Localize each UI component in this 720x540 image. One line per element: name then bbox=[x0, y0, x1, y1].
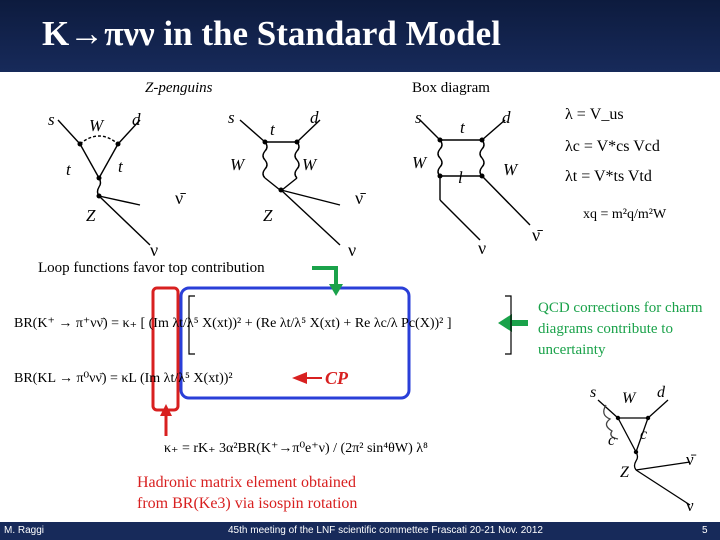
charm-c2: c bbox=[640, 426, 648, 443]
hadronic-note-1: Hadronic matrix element obtained bbox=[137, 474, 357, 491]
charm-s: s bbox=[590, 384, 597, 401]
charm-nubar: ν̄ bbox=[686, 450, 694, 469]
br-charged-formula: BR(K⁺ → π⁺νν̄) = κ₊ [ (Im λt/λ⁵ X(xt))² + (Re λt/λ⁵ X(xt) + Re λc/λ Pc(X))² ] bbox=[14, 316, 452, 331]
charm-Z: Z bbox=[620, 464, 629, 481]
slide-title: K→πνν in the Standard Model bbox=[42, 14, 501, 53]
br-neutral-formula: BR(KL → π⁰νν̄) = κL (Im λt/λ⁵ X(xt))² bbox=[14, 371, 233, 386]
p2-W2: W bbox=[302, 155, 317, 174]
p1-t1: t bbox=[66, 160, 71, 179]
box-nubar: ν̄ bbox=[532, 225, 541, 245]
p2-W1: W bbox=[230, 155, 245, 174]
qcd-note: QCD corrections for charm diagrams contribute to uncertainty bbox=[538, 300, 703, 358]
hadronic-note-2: from BR(Ke3) via isospin rotation bbox=[137, 495, 358, 512]
xq-def: xq = m²q/m²W bbox=[583, 207, 667, 222]
p1-nu: ν bbox=[150, 240, 159, 260]
penguin-diagram-2 bbox=[240, 120, 340, 245]
lambda-c-def: λc = V*cs Vcd bbox=[565, 138, 660, 155]
box-W2: W bbox=[503, 160, 518, 179]
p2-t: t bbox=[270, 120, 275, 139]
charm-nu: ν bbox=[686, 496, 694, 515]
box-d: d bbox=[502, 108, 511, 127]
p2-s: s bbox=[228, 108, 235, 127]
charm-c1: c bbox=[608, 432, 616, 449]
zpenguin-label: Z-penguins bbox=[145, 80, 213, 96]
lambda-t-def: λt = V*ts Vtd bbox=[565, 168, 652, 185]
page-number: 5 bbox=[702, 525, 708, 536]
loop-note: Loop functions favor top contribution bbox=[38, 260, 265, 276]
box-l: l bbox=[458, 168, 463, 187]
charm-d: d bbox=[657, 384, 665, 401]
p2-nu: ν bbox=[348, 240, 357, 260]
box-W1: W bbox=[412, 153, 427, 172]
p1-d: d bbox=[132, 110, 141, 129]
p1-s: s bbox=[48, 110, 55, 129]
box-nu: ν bbox=[478, 238, 487, 258]
kappa-formula: κ₊ = rK₊ 3α²BR(K⁺→π⁰e⁺ν) / (2π² sin⁴θW) λ⁸ bbox=[164, 441, 428, 456]
box-t: t bbox=[460, 118, 465, 137]
p1-Z: Z bbox=[86, 206, 96, 225]
box-diagram bbox=[420, 120, 530, 240]
kappa-box bbox=[153, 288, 178, 410]
box-diagram-label: Box diagram bbox=[412, 80, 490, 96]
box-s: s bbox=[415, 108, 422, 127]
p2-nubar: ν̄ bbox=[355, 188, 364, 208]
p1-W: W bbox=[89, 116, 104, 135]
cp-label: CP bbox=[325, 368, 349, 388]
penguin-diagram-1 bbox=[58, 120, 150, 245]
p2-Z: Z bbox=[263, 206, 273, 225]
footer-meeting: 45th meeting of the LNF scientific commettee Frascati 20-21 Nov. 2012 bbox=[228, 525, 543, 536]
p1-t2: t bbox=[118, 157, 123, 176]
footer-author: M. Raggi bbox=[4, 525, 45, 536]
charm-W: W bbox=[622, 390, 636, 407]
p1-nubar: ν̄ bbox=[175, 188, 184, 208]
charm-diagram bbox=[598, 400, 690, 505]
lambda-def: λ = V_us bbox=[565, 106, 624, 123]
p2-d: d bbox=[310, 108, 319, 127]
